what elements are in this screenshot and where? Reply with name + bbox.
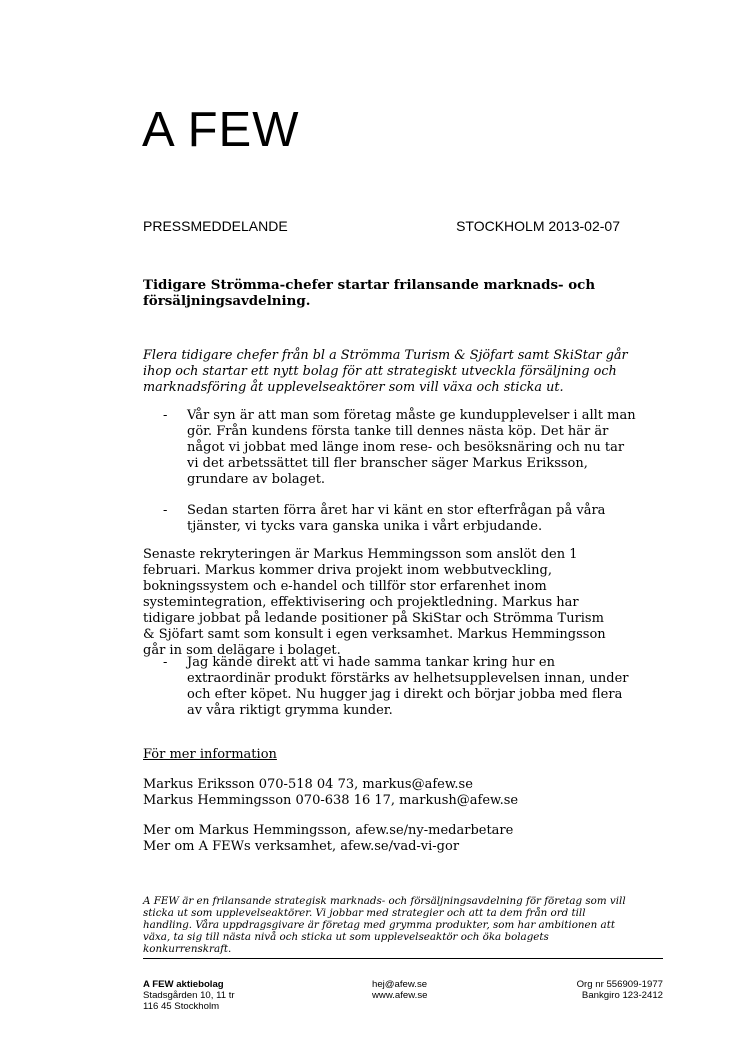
footer-bankgiro: Bankgiro 123-2412: [581, 990, 663, 1001]
footer-email[interactable]: hej@afew.se: [372, 979, 428, 990]
bullet-dash: -: [163, 655, 168, 670]
dateline: STOCKHOLM 2013-02-07: [456, 218, 620, 234]
bullet-dash: -: [163, 408, 168, 423]
footer-registration: [577, 979, 663, 1001]
more-info-heading: För mer information: [143, 747, 277, 762]
contact-line[interactable]: Markus Eriksson 070-518 04 73, markus@afew.se: [143, 777, 473, 792]
footer-contact: [372, 979, 427, 1001]
footer-street: Stadsgården 10, 11 tr: [143, 990, 235, 1001]
headline: Tidigare Strömma-chefer startar frilansande marknads- och försäljningsavdelning.: [143, 277, 596, 309]
footer-city: 116 45 Stockholm: [143, 1001, 220, 1012]
info-link[interactable]: Mer om Markus Hemmingsson, afew.se/ny-medarbetare: [143, 823, 514, 838]
body-paragraph: Senaste rekryteringen är Markus Hemmingsson som anslöt den 1 februari. Markus kommer driva projekt inom webbutveckling, bokningssystem och e-handel och tillför stor erfarenhet inom systemintegration, effektivisering och projektledning. Markus har tidigare jobbat på ledande positioner på SkiStar och Strömma Turism & Sjöfart samt som konsult i egen verksamhet. Markus Hemmingsson går in som delägare i bolaget.: [143, 547, 606, 658]
bullet-dash: -: [163, 503, 168, 518]
quote-1: Vår syn är att man som företag måste ge kundupplevelser i allt man gör. Från kundens första tanke till dennes nästa köp. Det här är något vi jobbat med länge inom rese- och besöksnäring och nu tar vi det arbetssättet till fler branscher säger Markus Eriksson, grundare av bolaget.: [187, 408, 636, 487]
footer-web[interactable]: www.afew.se: [372, 990, 428, 1001]
ingress: Flera tidigare chefer från bl a Strömma Turism & Sjöfart samt SkiStar går ihop och startar ett nytt bolag för att strategiskt utveckla försäljning och marknadsföring åt upplevelseaktörer som vill växa och sticka ut.: [143, 348, 628, 395]
contact-line[interactable]: Markus Hemmingsson 070-638 16 17, markush@afew.se: [143, 793, 519, 808]
company-boilerplate: A FEW är en frilansande strategisk marknads- och försäljningsavdelning för företag som vill sticka ut som upplevelseaktörer. Vi jobbar med strategier och att ta dem från ord till handling. Våra uppdragsgivare är företag med grymma produkter, som har ambitionen att växa, ta sig till nästa nivå och sticka ut som upplevelseaktör och öka bolagets konkurrenskraft.: [143, 895, 626, 955]
quote-3: Jag kände direkt att vi hade samma tankar kring hur en extraordinär produkt förstärks av helhetsupplevelsen innan, under och efter köpet. Nu hugger jag i direkt och börjar jobba med flera av våra riktigt grymma kunder.: [187, 655, 629, 718]
footer-address: [143, 979, 235, 1012]
doc-type-label: PRESSMEDDELANDE: [143, 218, 288, 234]
footer-org-nr: Org nr 556909-1977: [576, 979, 663, 990]
info-link[interactable]: Mer om A FEWs verksamhet, afew.se/vad-vi-gor: [143, 839, 460, 854]
footer-divider: [143, 958, 663, 959]
company-logo: A FEW: [142, 103, 300, 157]
footer-company: A FEW aktiebolag: [143, 979, 224, 990]
quote-2: Sedan starten förra året har vi känt en stor efterfrågan på våra tjänster, vi tycks vara ganska unika i vårt erbjudande.: [187, 503, 606, 534]
